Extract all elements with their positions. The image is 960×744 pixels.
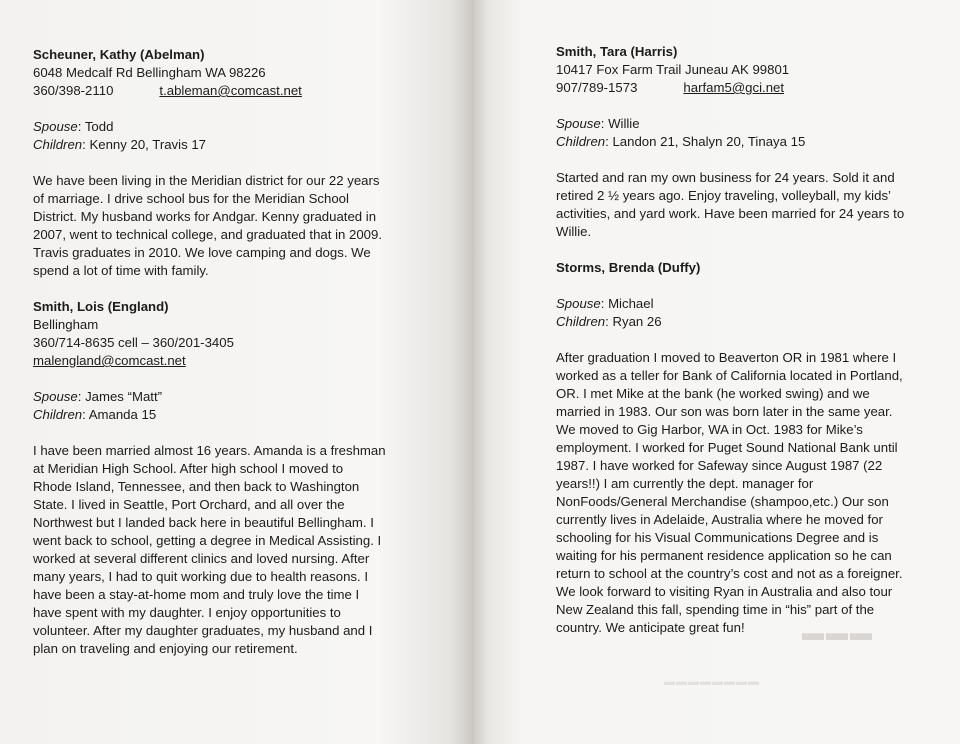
entry-phone: 907/789-1573 [556, 80, 638, 95]
bio-line: country. We anticipate great fun! [556, 620, 745, 635]
children-value: Landon 21, Shalyn 20, Tinaya 15 [612, 134, 806, 149]
bleed-through-shadow: ▬▬▬ [802, 620, 874, 645]
bio-line: OR. I met Mike at the bank (he worked swing) and we [556, 386, 870, 401]
bio-line: I have been married almost 16 years. Amanda is a freshman [33, 443, 386, 458]
entry-contact [33, 82, 433, 100]
bio-line: currently lives in Adelaide, Australia where he moved for [556, 512, 883, 527]
spouse-value: Todd [84, 119, 114, 134]
entry-email: harfam5@gci.net [683, 80, 785, 95]
entry-address: 10417 Fox Farm Trail Juneau AK 99801 [556, 62, 790, 77]
bio-line: worked as a teller for Bank of California located in Portland, [556, 368, 903, 383]
entry-email: malengland@comcast.net [33, 353, 186, 368]
bio-line: New Zealand this fall, spending time in “his” part of the [556, 602, 875, 617]
bio-line: employment. I worked for Puget Sound National Bank until [556, 440, 898, 455]
bio-line: After graduation I moved to Beaverton OR in 1981 where I [556, 350, 897, 365]
entry-email: t.ableman@comcast.net [159, 83, 302, 98]
bio-line: We have been living in the Meridian district for our 22 years [33, 173, 380, 188]
entry-bio [556, 169, 956, 241]
entry-address: Bellingham [33, 317, 99, 332]
bio-line: have spent with my daughter. I enjoy opportunities to [33, 605, 341, 620]
entry-spouse: Spouse: James “Matt” [33, 389, 162, 404]
entry-phone: 360/398-2110 [33, 83, 114, 98]
children-value: Kenny 20, Travis 17 [89, 137, 207, 152]
spouse-label: Spouse [33, 119, 78, 134]
bio-line: 1987. I have worked for Safeway since August 1987 (22 [556, 458, 883, 473]
entry-scheuner [33, 46, 433, 280]
children-label: Children [556, 314, 606, 329]
children-label: Children [33, 407, 83, 422]
entry-spouse: Spouse: Michael [556, 296, 654, 311]
spouse-label: Spouse [33, 389, 78, 404]
bio-line: retired 2 ½ years ago. Enjoy traveling, volleyball, my kids’ [556, 188, 891, 203]
children-label: Children [556, 134, 606, 149]
children-value: Ryan 26 [612, 314, 662, 329]
entry-name: Storms, Brenda (Duffy) [556, 260, 701, 275]
entry-bio [33, 172, 433, 280]
bio-line: Started and ran my own business for 24 years. Sold it and [556, 170, 895, 185]
entry-spouse: Spouse: Willie [556, 116, 640, 131]
bio-line: spend a lot of time with family. [33, 263, 209, 278]
bio-line: married in 1983. Our son was born later in the same year. [556, 404, 893, 419]
bio-line: activities, and yard work. Have been married for 24 years to [556, 206, 905, 221]
bio-line: at Meridian High School. After high school I moved to [33, 461, 344, 476]
entry-children: Children: Landon 21, Shalyn 20, Tinaya 15 [556, 134, 806, 149]
bio-line: We moved to Gig Harbor, WA in Oct. 1983 for Mike’s [556, 422, 863, 437]
bio-line: waiting for his permanent residence application so he can [556, 548, 892, 563]
spouse-value: Willie [608, 116, 640, 131]
entry-smith-tara [556, 43, 956, 241]
bio-line: Willie. [556, 224, 592, 239]
bio-line: We look forward to visiting Ryan in Australia and also tour [556, 584, 893, 599]
bio-line: District. My husband works for Andgar. Kenny graduated in [33, 209, 377, 224]
bio-line: Northwest but I landed back here in beautiful Bellingham. I [33, 515, 374, 530]
bio-line: have been a stay-at-home mom and truly love the time I [33, 587, 360, 602]
bio-line: went back to school, getting a degree in Medical Assisting. I [33, 533, 382, 548]
spouse-label: Spouse [556, 296, 601, 311]
entry-phone: 360/714-8635 cell – 360/201-3405 [33, 335, 234, 350]
bio-line: 2007, went to technical college, and graduated that in 2009. [33, 227, 382, 242]
bio-line: of marriage. I drive school bus for the Meridian School [33, 191, 349, 206]
entry-name: Scheuner, Kathy (Abelman) [33, 47, 205, 62]
entry-children: Children: Amanda 15 [33, 407, 157, 422]
right-page-content [556, 43, 956, 637]
entry-storms [556, 259, 956, 637]
entry-name: Smith, Tara (Harris) [556, 44, 678, 59]
bio-line: Travis graduates in 2010. We love camping and dogs. We [33, 245, 371, 260]
bleed-through-shadow-small: ▬▬▬▬▬▬▬▬ [664, 676, 760, 688]
spouse-label: Spouse [556, 116, 601, 131]
left-page-content [33, 46, 433, 658]
children-value: Amanda 15 [88, 407, 157, 422]
bio-line: return to school at the country’s cost and not as a foreigner. [556, 566, 903, 581]
bio-line: plan on traveling and enjoying our retirement. [33, 641, 298, 656]
entry-spouse: Spouse: Todd [33, 119, 114, 134]
right-page [474, 0, 960, 744]
spouse-value: Michael [608, 296, 654, 311]
bio-line: Rhode Island, Tennessee, and then back to Washington [33, 479, 360, 494]
bio-line: State. I lived in Seattle, Port Orchard, and all over the [33, 497, 345, 512]
entry-bio [33, 442, 433, 658]
bio-line: NonFoods/General Merchandise (shampoo,etc.) Our son [556, 494, 889, 509]
entry-address: 6048 Medcalf Rd Bellingham WA 98226 [33, 65, 266, 80]
entry-children: Children: Kenny 20, Travis 17 [33, 137, 207, 152]
spouse-value: James “Matt” [85, 389, 162, 404]
bio-line: volunteer. After my daughter graduates, my husband and I [33, 623, 373, 638]
children-label: Children [33, 137, 83, 152]
entry-bio [556, 349, 956, 637]
left-page [0, 0, 474, 744]
bio-line: schooling for his Visual Communications Degree and is [556, 530, 879, 545]
entry-children: Children: Ryan 26 [556, 314, 662, 329]
entry-name: Smith, Lois (England) [33, 299, 169, 314]
entry-smith-lois [33, 298, 433, 658]
bio-line: years!!) I am currently the dept. manager for [556, 476, 814, 491]
bio-line: worked at several different clinics and loved nursing. After [33, 551, 370, 566]
bio-line: many years, I had to quit working due to health reasons. I [33, 569, 369, 584]
entry-contact [556, 79, 956, 97]
